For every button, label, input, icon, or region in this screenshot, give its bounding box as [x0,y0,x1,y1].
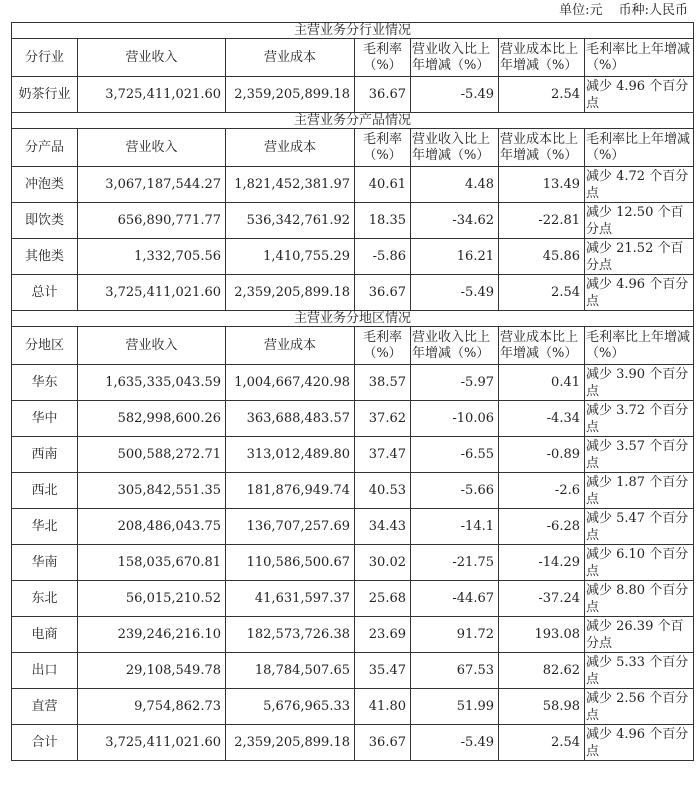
cell-margin-change: 减少 26.39 个百分点 [585,617,694,653]
cell-rev-change: 91.72 [411,617,499,653]
row-name: 华北 [12,509,78,545]
cell-revenue: 3,067,187,544.27 [78,167,226,203]
cell-revenue: 208,486,043.75 [78,509,226,545]
cell-cost: 2,359,205,899.18 [226,275,355,311]
cell-cost: 181,876,949.74 [226,473,355,509]
revenue-change-header: 营业收入比上年增减（%） [411,129,499,167]
row-name: 出口 [12,653,78,689]
cell-margin-change: 减少 3.57 个百分点 [585,437,694,473]
cell-rev-change: -14.1 [411,509,499,545]
section-title-row [12,311,694,327]
cell-margin: 35.47 [355,653,411,689]
cell-cost-change: -2.6 [499,473,585,509]
cell-cost-change: -6.28 [499,509,585,545]
cell-cost-change: -22.81 [499,203,585,239]
category-header: 分产品 [12,129,78,167]
cell-margin-change: 减少 3.90 个百分点 [585,365,694,401]
cell-cost: 136,707,257.69 [226,509,355,545]
cell-margin: 41.80 [355,689,411,725]
currency-label: 币种:人民币 [618,3,688,18]
row-name: 西北 [12,473,78,509]
margin-change-header: 毛利率比上年增减（%） [585,327,694,365]
cell-cost: 313,012,489.80 [226,437,355,473]
cell-cost: 18,784,507.65 [226,653,355,689]
cell-margin: 38.57 [355,365,411,401]
cell-revenue: 305,842,551.35 [78,473,226,509]
cell-revenue: 3,725,411,021.60 [78,275,226,311]
main-business-table [11,22,694,761]
table-row [12,581,694,617]
cell-margin-change: 减少 4.96 个百分点 [585,275,694,311]
cell-margin-change: 减少 21.52 个百分点 [585,239,694,275]
cell-cost-change: 2.54 [499,725,585,761]
cell-revenue: 3,725,411,021.60 [78,725,226,761]
category-header: 分地区 [12,327,78,365]
row-name: 其他类 [12,239,78,275]
cell-rev-change: -6.55 [411,437,499,473]
cell-margin-change: 减少 5.47 个百分点 [585,509,694,545]
section-title-row [12,23,694,39]
cell-rev-change: -21.75 [411,545,499,581]
revenue-change-header: 营业收入比上年增减（%） [411,39,499,77]
cell-cost: 110,586,500.67 [226,545,355,581]
row-name: 东北 [12,581,78,617]
section-title: 主营业务分产品情况 [12,113,694,129]
cell-margin-change: 减少 4.96 个百分点 [585,725,694,761]
cell-margin-change: 减少 2.56 个百分点 [585,689,694,725]
cell-revenue: 1,635,335,043.59 [78,365,226,401]
cell-revenue: 3,725,411,021.60 [78,77,226,113]
table-row [12,545,694,581]
row-name: 奶茶行业 [12,77,78,113]
cell-margin-change: 减少 3.72 个百分点 [585,401,694,437]
cost-change-header: 营业成本比上年增减（%） [499,327,585,365]
cell-margin-change: 减少 1.87 个百分点 [585,473,694,509]
cell-cost-change: -37.24 [499,581,585,617]
table-row [12,203,694,239]
cell-revenue: 158,035,670.81 [78,545,226,581]
cell-margin: 23.69 [355,617,411,653]
cell-rev-change: -44.67 [411,581,499,617]
cell-cost: 1,821,452,381.97 [226,167,355,203]
revenue-header: 营业收入 [78,39,226,77]
cell-revenue: 582,998,600.26 [78,401,226,437]
cost-header: 营业成本 [226,39,355,77]
cell-cost: 536,342,761.92 [226,203,355,239]
cell-cost: 1,004,667,420.98 [226,365,355,401]
cell-margin-change: 减少 12.50 个百分点 [585,203,694,239]
cell-margin: 40.53 [355,473,411,509]
table-row [12,239,694,275]
cell-margin: 37.47 [355,437,411,473]
cell-cost: 363,688,483.57 [226,401,355,437]
category-header: 分行业 [12,39,78,77]
table-row [12,653,694,689]
cell-rev-change: -5.97 [411,365,499,401]
cell-cost-change: -14.29 [499,545,585,581]
cell-margin: 36.67 [355,77,411,113]
cell-cost: 2,359,205,899.18 [226,725,355,761]
cell-margin-change: 减少 4.96 个百分点 [585,77,694,113]
cell-cost-change: 82.62 [499,653,585,689]
cell-margin: -5.86 [355,239,411,275]
cell-margin-change: 减少 8.80 个百分点 [585,581,694,617]
cell-revenue: 239,246,216.10 [78,617,226,653]
cell-rev-change: 4.48 [411,167,499,203]
unit-label: 单位:元 [559,3,603,18]
revenue-change-header: 营业收入比上年增减（%） [411,327,499,365]
cell-revenue: 1,332,705.56 [78,239,226,275]
row-name: 冲泡类 [12,167,78,203]
table-row [12,617,694,653]
table-row [12,725,694,761]
row-name: 合计 [12,725,78,761]
margin-header: 毛利率（%） [355,327,411,365]
row-name: 直营 [12,689,78,725]
cell-cost-change: 0.41 [499,365,585,401]
table-row [12,473,694,509]
cell-revenue: 500,588,272.71 [78,437,226,473]
table-row [12,401,694,437]
table-row [12,689,694,725]
table-row [12,365,694,401]
cell-cost-change: -4.34 [499,401,585,437]
cell-revenue: 9,754,862.73 [78,689,226,725]
cell-revenue: 29,108,549.78 [78,653,226,689]
cell-margin: 36.67 [355,725,411,761]
cell-rev-change: -34.62 [411,203,499,239]
cell-cost-change: 45.86 [499,239,585,275]
cell-rev-change: 51.99 [411,689,499,725]
section-title: 主营业务分行业情况 [12,23,694,39]
cell-cost: 182,573,726.38 [226,617,355,653]
cost-header: 营业成本 [226,327,355,365]
row-name: 华南 [12,545,78,581]
table-row [12,509,694,545]
cell-cost-change: 193.08 [499,617,585,653]
table-row [12,167,694,203]
cell-margin: 40.61 [355,167,411,203]
cell-margin-change: 减少 5.33 个百分点 [585,653,694,689]
cell-cost: 2,359,205,899.18 [226,77,355,113]
table-row [12,437,694,473]
cell-cost-change: -0.89 [499,437,585,473]
cell-rev-change: -5.49 [411,725,499,761]
header-row [12,327,694,365]
cell-margin: 30.02 [355,545,411,581]
margin-header: 毛利率（%） [355,39,411,77]
cell-rev-change: -5.66 [411,473,499,509]
cell-margin: 37.62 [355,401,411,437]
margin-header: 毛利率（%） [355,129,411,167]
unit-line [0,0,688,22]
cell-margin-change: 减少 6.10 个百分点 [585,545,694,581]
cell-revenue: 656,890,771.77 [78,203,226,239]
cell-rev-change: -5.49 [411,275,499,311]
cell-rev-change: -5.49 [411,77,499,113]
row-name: 华东 [12,365,78,401]
cell-cost-change: 2.54 [499,275,585,311]
header-row [12,129,694,167]
cell-rev-change: -10.06 [411,401,499,437]
cell-cost: 41,631,597.37 [226,581,355,617]
cost-change-header: 营业成本比上年增减（%） [499,129,585,167]
cell-margin: 25.68 [355,581,411,617]
row-name: 即饮类 [12,203,78,239]
row-name: 电商 [12,617,78,653]
cell-margin: 34.43 [355,509,411,545]
cost-header: 营业成本 [226,129,355,167]
cell-cost: 5,676,965.33 [226,689,355,725]
cost-change-header: 营业成本比上年增减（%） [499,39,585,77]
row-name: 总计 [12,275,78,311]
margin-change-header: 毛利率比上年增减（%） [585,39,694,77]
table-row [12,275,694,311]
cell-cost-change: 13.49 [499,167,585,203]
cell-rev-change: 67.53 [411,653,499,689]
row-name: 西南 [12,437,78,473]
cell-cost: 1,410,755.29 [226,239,355,275]
cell-cost-change: 58.98 [499,689,585,725]
section-title: 主营业务分地区情况 [12,311,694,327]
cell-cost-change: 2.54 [499,77,585,113]
revenue-header: 营业收入 [78,327,226,365]
margin-change-header: 毛利率比上年增减（%） [585,129,694,167]
revenue-header: 营业收入 [78,129,226,167]
row-name: 华中 [12,401,78,437]
table-row [12,77,694,113]
cell-margin: 18.35 [355,203,411,239]
cell-margin: 36.67 [355,275,411,311]
cell-revenue: 56,015,210.52 [78,581,226,617]
cell-margin-change: 减少 4.72 个百分点 [585,167,694,203]
header-row [12,39,694,77]
cell-rev-change: 16.21 [411,239,499,275]
section-title-row [12,113,694,129]
